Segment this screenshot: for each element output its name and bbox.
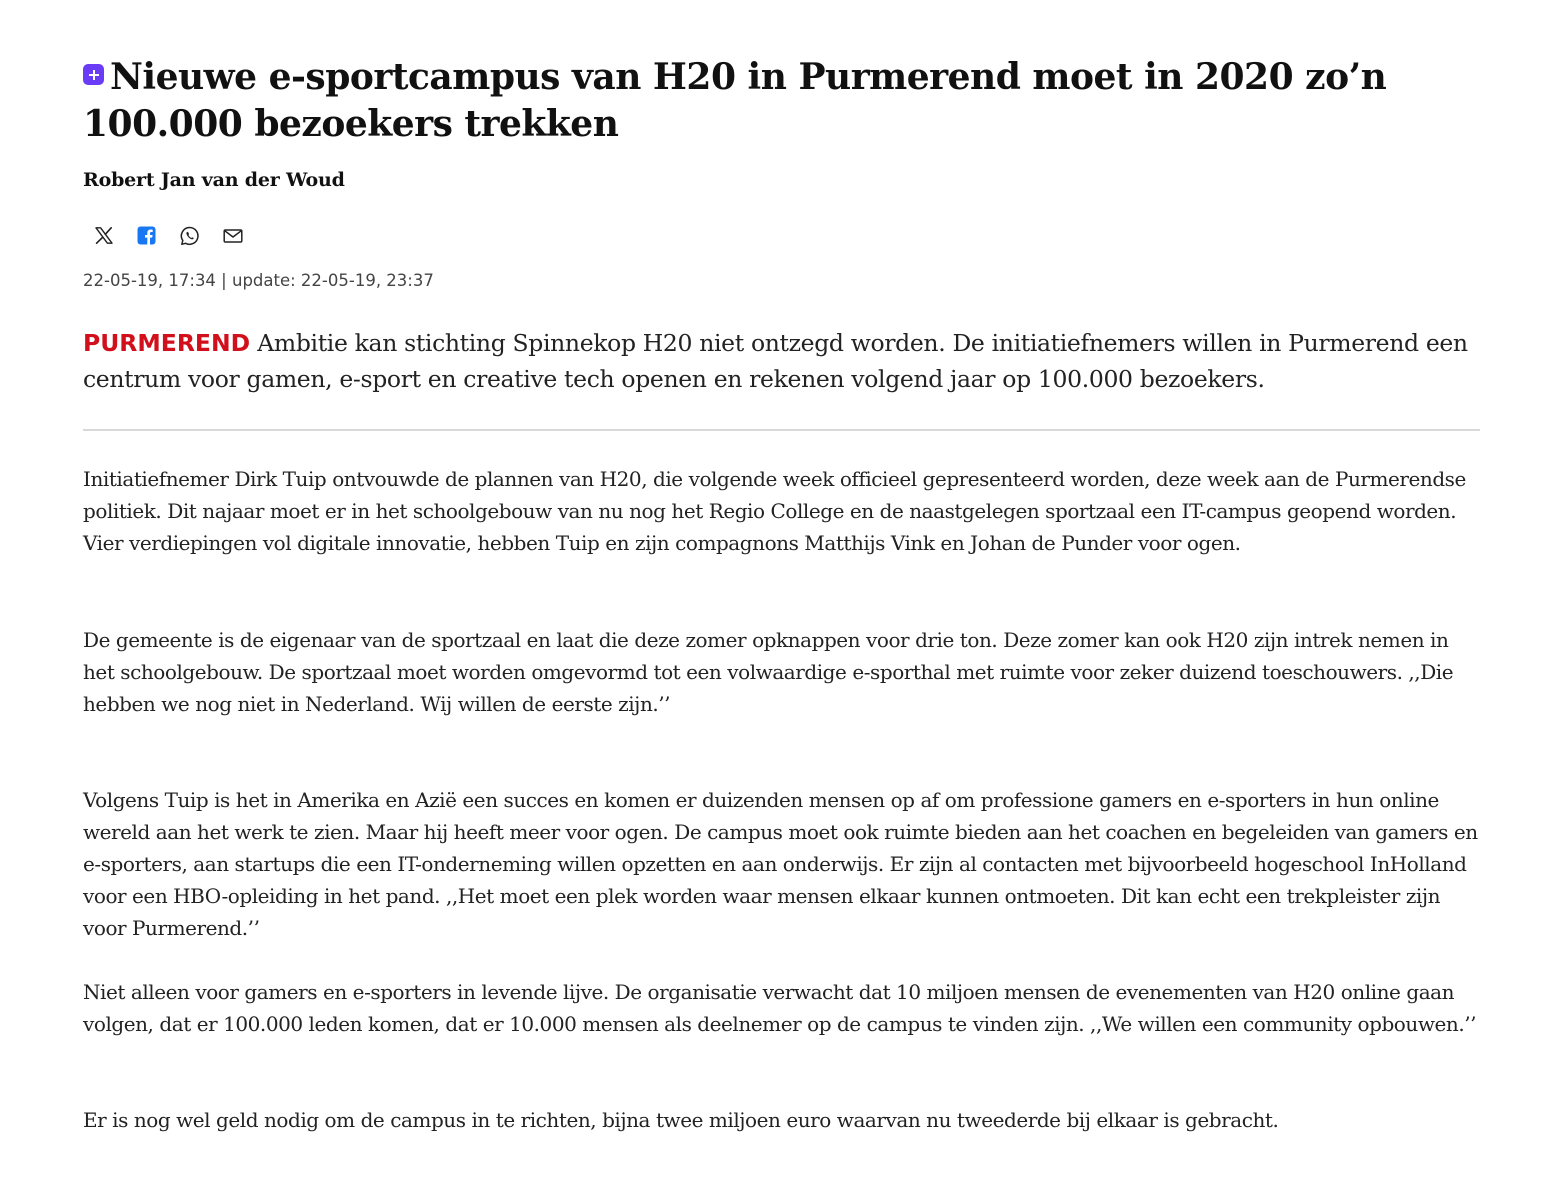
- x-icon: [95, 227, 113, 244]
- share-mail-button[interactable]: [222, 224, 243, 247]
- share-bar: [93, 224, 243, 247]
- article-lead: [83, 325, 1480, 397]
- body-paragraph: Niet alleen voor gamers en e-sporters in levende lijve. De organisatie verwacht dat 10 miljoen mensen de evenementen van H20 online gaan volgen, dat er 100.000 leden komen, dat er 10.000 mensen als deelnemer op de campus te vinden zijn. ,,We willen een community opbouwen.’’: [83, 980, 1477, 1036]
- share-facebook-button[interactable]: [136, 224, 157, 247]
- author-name[interactable]: Robert Jan van der Woud: [83, 169, 345, 191]
- dateline: PURMEREND: [83, 329, 251, 357]
- article-headline: [83, 54, 1413, 148]
- body-paragraph: Initiatiefnemer Dirk Tuip ontvouwde de plannen van H20, die volgende week officieel gepresenteerd worden, deze week aan de Purmerendse politiek. Dit najaar moet er in het schoolgebouw van nu nog het Regio College en de naastgelegen sportzaal een IT-campus geopend worden. Vier verdiepingen vol digitale innovatie, hebben Tuip en zijn compagnons Matthijs Vink en Johan de Punder voor ogen.: [83, 467, 1466, 555]
- divider: [83, 429, 1480, 431]
- mail-icon: [223, 228, 243, 244]
- lead-text: Ambitie kan stichting Spinnekop H20 niet ontzegd worden. De initiatiefnemers willen in Purmerend een centrum voor gamen, e-sport en creative tech openen en rekenen volgend jaar op 100.000 bezoekers.: [83, 329, 1468, 393]
- publish-date: 22-05-19, 17:34 | update: 22-05-19, 23:37: [83, 271, 434, 290]
- body-paragraph: Er is nog wel geld nodig om de campus in te richten, bijna twee miljoen euro waarvan nu tweederde bij elkaar is gebracht.: [83, 1108, 1279, 1132]
- body-paragraph: De gemeente is de eigenaar van de sportzaal en laat die deze zomer opknappen voor drie ton. Deze zomer kan ook H20 zijn intrek nemen in het schoolgebouw. De sportzaal moet worden omgevormd tot een volwaardige e-sporthal met ruimte voor zeker duizend toeschouwers. ,,Die hebben we nog niet in Nederland. Wij willen de eerste zijn.’’: [83, 628, 1454, 716]
- share-whatsapp-button[interactable]: [179, 224, 200, 247]
- premium-plus-icon: [83, 64, 104, 85]
- whatsapp-icon: [180, 226, 200, 246]
- facebook-icon: [137, 226, 156, 245]
- headline-text: Nieuwe e-sportcampus van H20 in Purmerend moet in 2020 zo’n 100.000 bezoekers trekken: [83, 56, 1387, 145]
- share-x-button[interactable]: [93, 224, 114, 247]
- body-paragraph: Volgens Tuip is het in Amerika en Azië een succes en komen er duizenden mensen op af om professione gamers en e-sporters in hun online wereld aan het werk te zien. Maar hij heeft meer voor ogen. De campus moet ook ruimte bieden aan het coachen en begeleiden van gamers en e-sporters, aan startups die een IT-onderneming willen opzetten en aan onderwijs. Er zijn al contacten met bijvoorbeeld hogeschool InHolland voor een HBO-opleiding in het pand. ,,Het moet een plek worden waar mensen elkaar kunnen ontmoeten. Dit kan echt een trekpleister zijn voor Purmerend.’’: [83, 788, 1478, 940]
